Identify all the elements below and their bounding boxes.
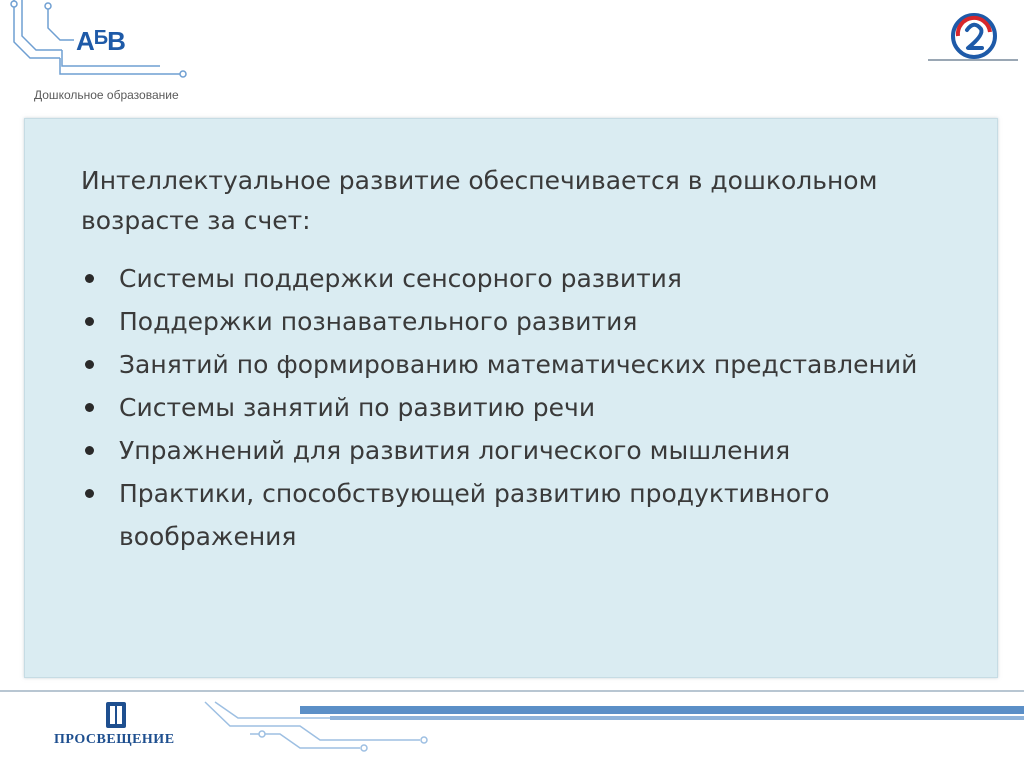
list-item	[81, 472, 961, 558]
list-item	[81, 343, 961, 386]
bullet-icon	[85, 317, 94, 326]
list-item-text: Системы занятий по развитию речи	[119, 393, 596, 422]
list-item	[81, 257, 961, 300]
list-item	[81, 429, 961, 472]
section-subtitle: Дошкольное образование	[34, 88, 179, 102]
bullet-icon	[85, 274, 94, 283]
bullet-icon	[85, 489, 94, 498]
bullet-icon	[85, 446, 94, 455]
bullet-icon	[85, 403, 94, 412]
content-panel	[24, 118, 998, 678]
intro-text: Интеллектуальное развитие обеспечивается в дошкольном возрасте за счет:	[81, 166, 878, 235]
list-item-text: Системы поддержки сенсорного развития	[119, 264, 682, 293]
list-item	[81, 300, 961, 343]
slide-header	[0, 0, 1024, 112]
publisher-name: ПРОСВЕЩЕНИЕ	[54, 732, 175, 747]
book-emblem-icon	[104, 700, 128, 730]
logo-letter-v: В	[107, 26, 125, 56]
list-item-text: Занятий по формированию математических представлений	[119, 350, 918, 379]
header-rule	[928, 59, 1018, 61]
bullet-list	[81, 257, 961, 558]
circle-2-emblem-icon	[948, 10, 1000, 62]
logo-letter-a: А	[76, 26, 94, 56]
list-item	[81, 386, 961, 429]
logo-letter-b: Б	[93, 27, 108, 49]
list-item-text: Упражнений для развития логического мышления	[119, 436, 791, 465]
footer-circuit-decoration-icon	[0, 690, 1024, 768]
bullet-icon	[85, 360, 94, 369]
abv-logo	[76, 26, 125, 57]
slide-footer	[0, 690, 1024, 768]
list-item-text: Поддержки познавательного развития	[119, 307, 638, 336]
list-item-text: Практики, способствующей развитию продуктивного воображения	[119, 479, 830, 551]
